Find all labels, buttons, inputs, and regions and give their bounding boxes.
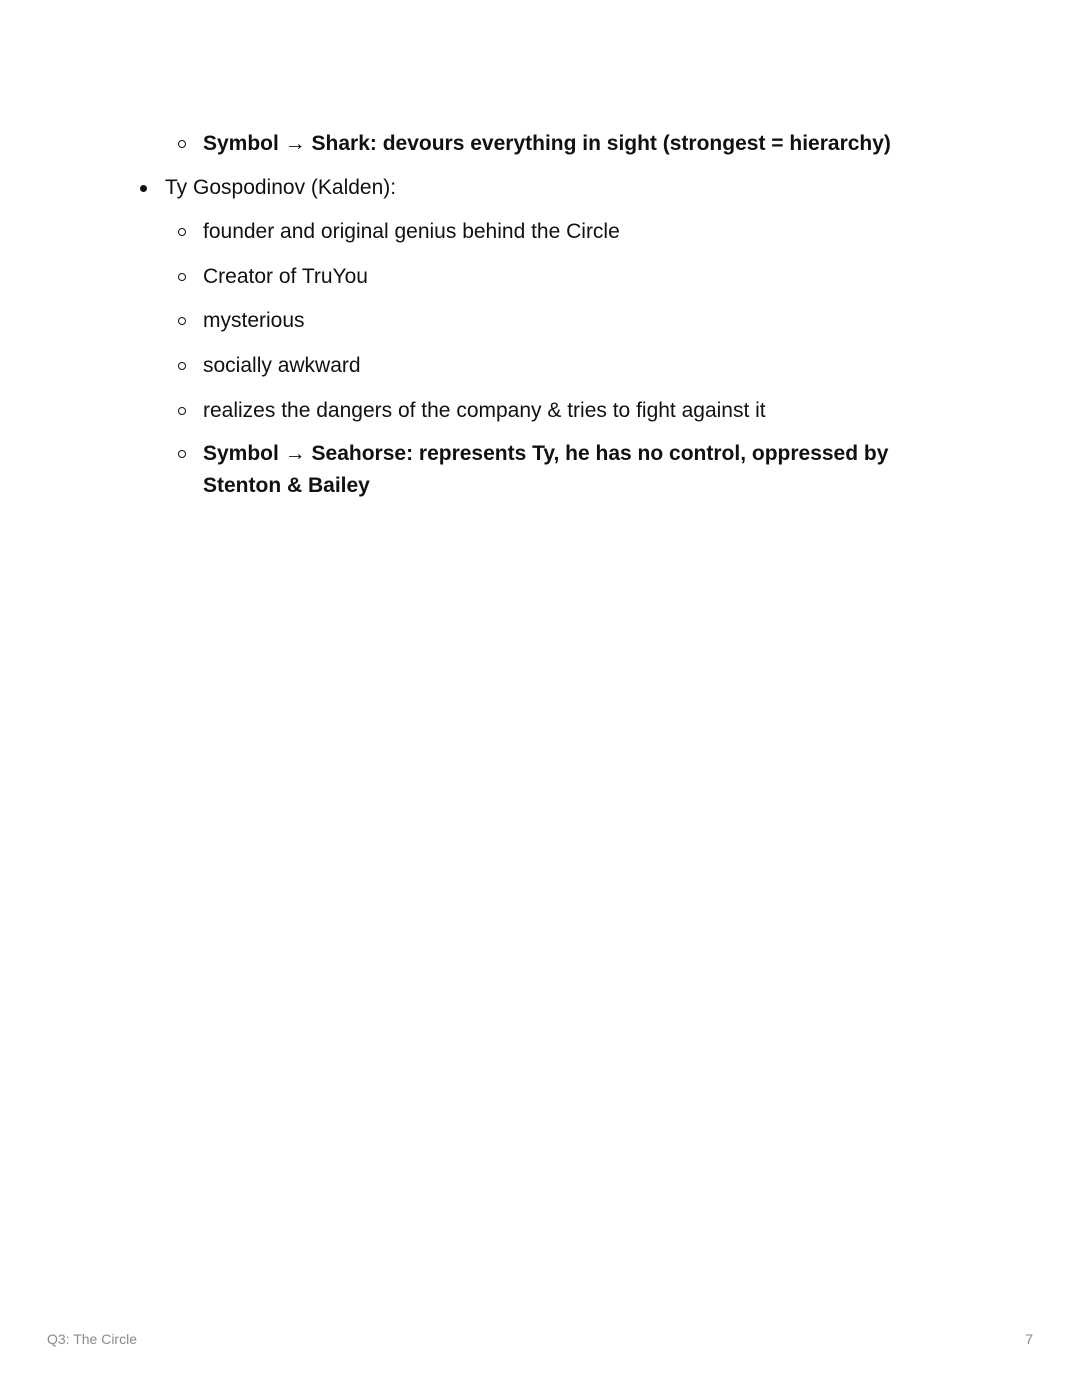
list-item-text: founder and original genius behind the Circle <box>203 220 620 243</box>
list-item <box>203 438 923 502</box>
list-item <box>203 395 923 427</box>
list-item <box>203 350 923 382</box>
list-item-text: Ty Gospodinov (Kalden): <box>165 176 397 199</box>
list-item-text: Symbol → Seahorse: represents Ty, he has no control, oppressed by Stenton & Bailey <box>203 442 889 497</box>
list-item-text: Symbol → Shark: devours everything in sight (strongest = hierarchy) <box>203 132 891 155</box>
footer-title: Q3: The Circle <box>47 1331 137 1347</box>
list-item <box>203 261 923 293</box>
list-item-text: mysterious <box>203 309 305 332</box>
list-item <box>165 172 396 204</box>
list-item-text: Creator of TruYou <box>203 265 368 288</box>
list-item-text: socially awkward <box>203 354 361 377</box>
hollow-bullet-icon <box>178 407 186 415</box>
list-item <box>203 128 923 160</box>
list-item <box>203 216 923 248</box>
page-number: 7 <box>1025 1331 1033 1347</box>
hollow-bullet-icon <box>178 140 186 148</box>
list-item-text: realizes the dangers of the company & tries to fight against it <box>203 399 766 422</box>
hollow-bullet-icon <box>178 362 186 370</box>
hollow-bullet-icon <box>178 450 186 458</box>
hollow-bullet-icon <box>178 228 186 236</box>
hollow-bullet-icon <box>178 317 186 325</box>
list-item <box>203 305 923 337</box>
filled-bullet-icon <box>140 185 147 192</box>
hollow-bullet-icon <box>178 273 186 281</box>
